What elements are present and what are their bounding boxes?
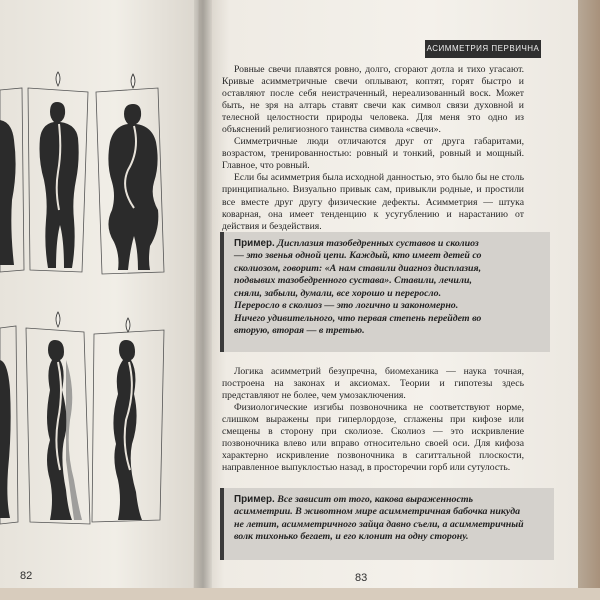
figure-silhouette bbox=[113, 340, 142, 520]
flame-icon bbox=[126, 318, 130, 332]
figure-silhouette bbox=[0, 360, 11, 518]
paragraph: Физиологические изгибы позвоночника не соответствуют норме, слишком выражены при гиперлордозе, сглажены при кифозе или смещены в сторону при сколиозе. Сколиоз — это искривление позвоночника влево или вправо относительно своей оси. Для кифоза характерно искривление позвоночника в сагиттальной плоскости, направленное выпуклостью назад, в просторечии горб или сутулость. bbox=[222, 402, 524, 474]
page-number-right: 83 bbox=[355, 572, 368, 584]
flame-icon bbox=[131, 74, 135, 88]
example-box-text bbox=[234, 238, 486, 338]
candle-figures-illustration bbox=[0, 60, 200, 580]
figure-silhouette bbox=[108, 104, 158, 270]
page-number-left: 82 bbox=[20, 570, 33, 582]
figure-shadow bbox=[66, 360, 82, 520]
example-box-2 bbox=[220, 488, 554, 560]
example-body: Дисплазия тазобедренных суставов и сколиоз — это звенья одной цепи. Каждый, кто имеет детей со сколиозом, говорит: «А нам ставили диагноз дисплазия, подвывих тазобедренного сустава». Ставили, лечили, сняли, забыли, думали, все хорошо и переросло. Переросло в сколиоз — это логично и закономерно. Ничего удивительного, что первая степень перейдет во вторую, вторая — в третью. bbox=[234, 238, 482, 337]
page-edges bbox=[578, 0, 600, 600]
flame-icon bbox=[56, 312, 60, 327]
example-body: Все зависит от того, какова выраженность асимметрии. В животном мире асимметричная бабочка никуда не летит, асимметричного зайца давно съели, а асимметричный волк тихонько бегает, и его клонит на одну сторону. bbox=[234, 494, 524, 543]
example-box-text bbox=[234, 494, 524, 544]
body-text-bottom bbox=[222, 366, 524, 474]
figure-silhouette bbox=[0, 120, 16, 265]
paragraph: Ровные свечи плавятся ровно, долго, сгорают дотла и тихо угасают. Кривые асимметричные свечи оплывают, коптят, горят быстро и оставляют после себя неистраченный, нереализованный воск. Может быть, не зря на алтарь ставят свечи как символ связи духовной и телесной целостности природы человека. Для меня это одно из объяснений религиозного таинства символа «свечи». bbox=[222, 64, 524, 136]
body-text-top bbox=[222, 64, 524, 233]
paragraph: Логика асимметрий безупречна, биомеханика — наука точная, построена на законах и аксиомах. Теории и гипотезы здесь представляют не более, чем умозаключения. bbox=[222, 366, 524, 402]
running-header: АСИММЕТРИЯ ПЕРВИЧНА bbox=[425, 40, 541, 58]
paragraph: Если бы асимметрия была исходной данностью, это было бы не столь принципиально. Визуально привык сам, привыкли родные, и простили все вместе друг другу физические дефекты. Асимметрия — штука коварная, она имеет тенденцию к усугублению и нарастанию от действия и бездействия. bbox=[222, 172, 524, 232]
example-box-1 bbox=[220, 232, 550, 352]
book-bottom-edge bbox=[0, 588, 600, 600]
example-lead: Пример. bbox=[234, 494, 275, 505]
flame-icon bbox=[56, 72, 60, 86]
example-lead: Пример. bbox=[234, 238, 275, 249]
paragraph: Симметричные люди отличаются друг от друга габаритами, возрастом, тренированностью: ровный и тонкий, ровный и мощный. Главное, что ровный. bbox=[222, 136, 524, 172]
